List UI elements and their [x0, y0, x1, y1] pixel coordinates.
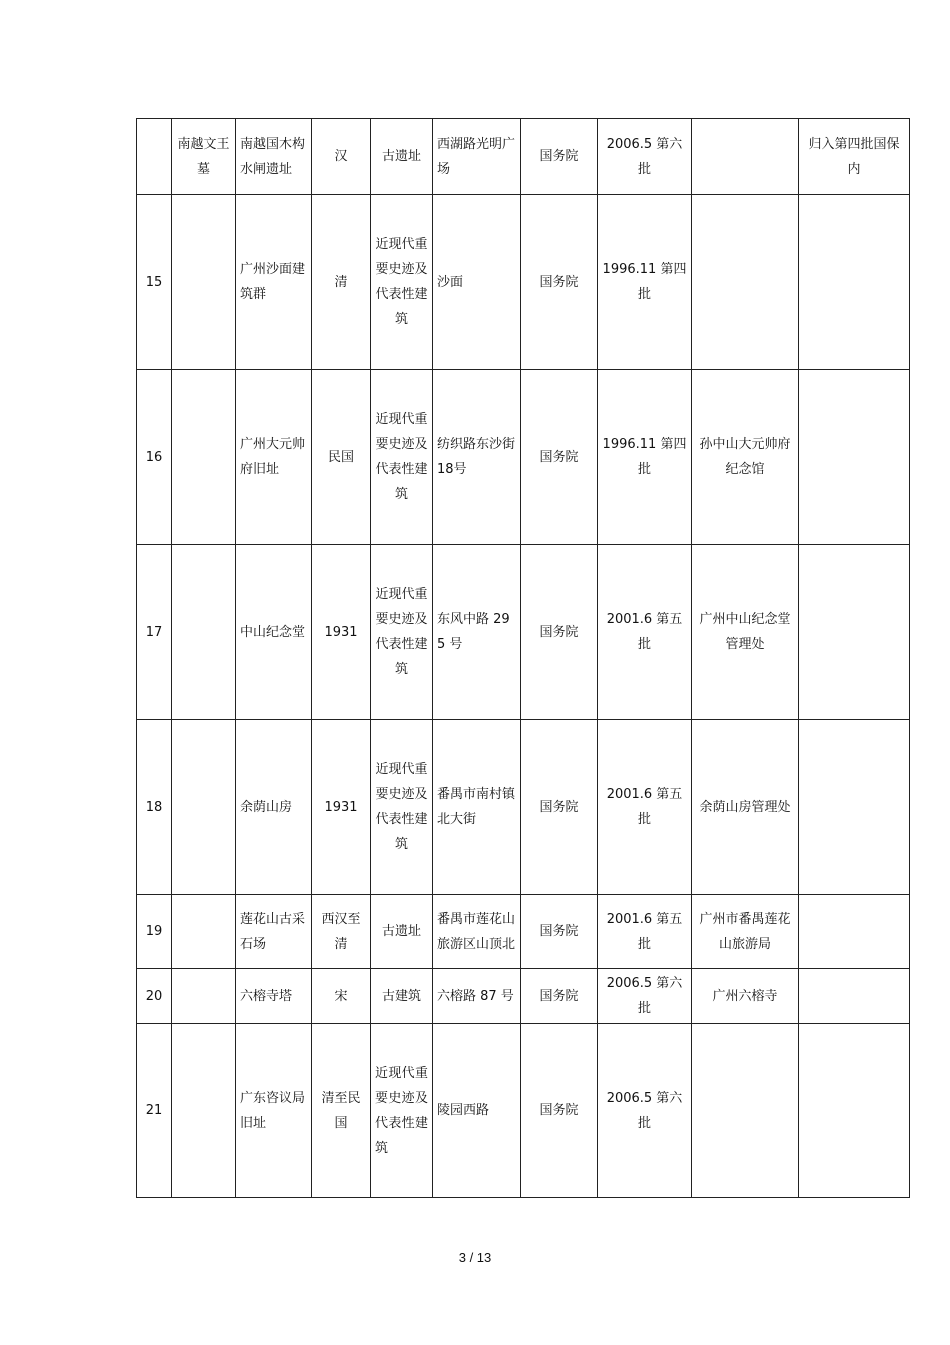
parent-site-cell	[172, 720, 236, 895]
site-name: 广州沙面建筑群	[236, 195, 312, 370]
approver-cell: 国务院	[521, 969, 598, 1024]
row-number: 17	[137, 545, 172, 720]
page-number: 3 / 13	[458, 1250, 492, 1265]
type-cell: 古遗址	[371, 119, 433, 195]
note-cell: 归入第四批国保内	[799, 119, 910, 195]
approver-cell: 国务院	[521, 895, 598, 969]
address-cell: 西湖路光明广场	[433, 119, 521, 195]
era-cell: 宋	[312, 969, 371, 1024]
approver-cell: 国务院	[521, 720, 598, 895]
parent-site-cell	[172, 1024, 236, 1198]
parent-site-cell	[172, 895, 236, 969]
address-cell: 番禺市南村镇北大街	[433, 720, 521, 895]
approver-cell: 国务院	[521, 119, 598, 195]
type-cell: 近现代重要史迹及代表性建筑	[371, 370, 433, 545]
address-cell: 六榕路 87 号	[433, 969, 521, 1024]
table-row	[137, 895, 910, 969]
type-cell: 古遗址	[371, 895, 433, 969]
type-cell: 近现代重要史迹及代表性建筑	[371, 195, 433, 370]
approver-cell: 国务院	[521, 1024, 598, 1198]
note-cell	[799, 969, 910, 1024]
era-cell: 1931	[312, 720, 371, 895]
site-name: 广东咨议局旧址	[236, 1024, 312, 1198]
approver-cell: 国务院	[521, 370, 598, 545]
manager-cell: 广州市番禺莲花山旅游局	[692, 895, 799, 969]
parent-site-cell	[172, 195, 236, 370]
note-cell	[799, 895, 910, 969]
parent-site-cell	[172, 969, 236, 1024]
table-row	[137, 370, 910, 545]
manager-cell	[692, 195, 799, 370]
row-number: 16	[137, 370, 172, 545]
era-cell: 清至民国	[312, 1024, 371, 1198]
parent-site-cell	[172, 370, 236, 545]
type-cell: 古建筑	[371, 969, 433, 1024]
manager-cell: 广州中山纪念堂管理处	[692, 545, 799, 720]
site-name: 六榕寺塔	[236, 969, 312, 1024]
address-cell: 东风中路 295 号	[433, 545, 521, 720]
manager-cell	[692, 1024, 799, 1198]
note-cell	[799, 720, 910, 895]
batch-cell: 1996.11 第四批	[598, 195, 692, 370]
address-cell: 纺织路东沙街18号	[433, 370, 521, 545]
table-row	[137, 195, 910, 370]
table-row	[137, 969, 910, 1024]
row-number: 19	[137, 895, 172, 969]
note-cell	[799, 1024, 910, 1198]
note-cell	[799, 545, 910, 720]
address-cell: 陵园西路	[433, 1024, 521, 1198]
row-number: 15	[137, 195, 172, 370]
batch-cell: 2006.5 第六批	[598, 969, 692, 1024]
approver-cell: 国务院	[521, 195, 598, 370]
parent-site-cell: 南越文王墓	[172, 119, 236, 195]
batch-cell: 2006.5 第六批	[598, 1024, 692, 1198]
row-number	[137, 119, 172, 195]
era-cell: 汉	[312, 119, 371, 195]
note-cell	[799, 370, 910, 545]
manager-cell: 孙中山大元帅府纪念馆	[692, 370, 799, 545]
heritage-sites-table	[136, 118, 910, 1198]
era-cell: 1931	[312, 545, 371, 720]
batch-cell: 1996.11 第四批	[598, 370, 692, 545]
site-name: 南越国木构水闸遗址	[236, 119, 312, 195]
site-name: 广州大元帅府旧址	[236, 370, 312, 545]
address-cell: 沙面	[433, 195, 521, 370]
note-cell	[799, 195, 910, 370]
batch-cell: 2001.6 第五批	[598, 545, 692, 720]
type-cell: 近现代重要史迹及代表性建筑	[371, 720, 433, 895]
batch-cell: 2001.6 第五批	[598, 895, 692, 969]
parent-site-cell	[172, 545, 236, 720]
table-row	[137, 545, 910, 720]
row-number: 18	[137, 720, 172, 895]
site-name: 余荫山房	[236, 720, 312, 895]
site-name: 莲花山古采石场	[236, 895, 312, 969]
era-cell: 清	[312, 195, 371, 370]
manager-cell	[692, 119, 799, 195]
row-number: 20	[137, 969, 172, 1024]
approver-cell: 国务院	[521, 545, 598, 720]
table-row	[137, 720, 910, 895]
batch-cell: 2006.5 第六批	[598, 119, 692, 195]
era-cell: 西汉至清	[312, 895, 371, 969]
manager-cell: 余荫山房管理处	[692, 720, 799, 895]
table-row	[137, 119, 910, 195]
type-cell: 近现代重要史迹及代表性建筑	[371, 545, 433, 720]
address-cell: 番禺市莲花山旅游区山顶北	[433, 895, 521, 969]
table-row	[137, 1024, 910, 1198]
site-name: 中山纪念堂	[236, 545, 312, 720]
manager-cell: 广州六榕寺	[692, 969, 799, 1024]
row-number: 21	[137, 1024, 172, 1198]
batch-cell: 2001.6 第五批	[598, 720, 692, 895]
era-cell: 民国	[312, 370, 371, 545]
type-cell: 近现代重要史迹及代表性建筑	[371, 1024, 433, 1198]
